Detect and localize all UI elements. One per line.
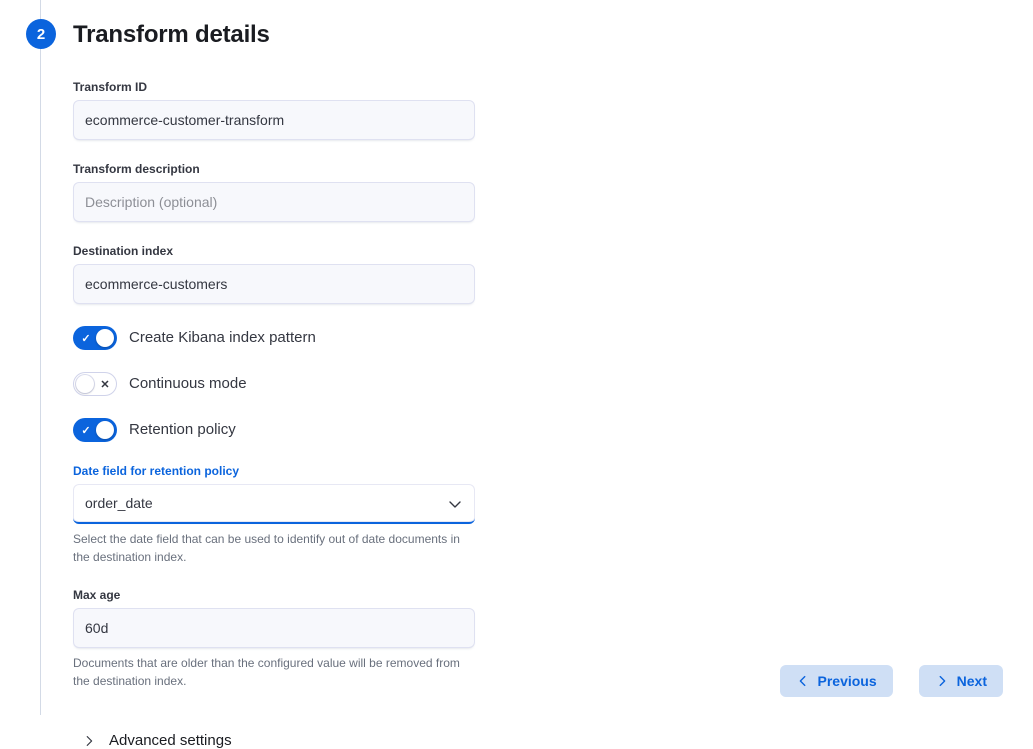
transform-id-input[interactable] (73, 100, 475, 140)
wizard-footer (780, 665, 1004, 697)
arrow-left-icon (796, 674, 810, 688)
retention-date-field-select-wrap[interactable] (73, 484, 475, 524)
transform-details-form (73, 78, 475, 749)
destination-index-label: Destination index (73, 244, 174, 258)
continuous-mode-row[interactable] (73, 372, 475, 396)
page-title: Transform details (73, 21, 270, 48)
destination-index-field (73, 242, 475, 304)
transform-id-label: Transform ID (73, 80, 148, 94)
max-age-help: Documents that are older than the configured value will be removed from the destination index. (73, 656, 460, 688)
retention-date-field-label: Date field for retention policy (73, 464, 240, 478)
advanced-settings-label: Advanced settings (109, 732, 232, 749)
transform-description-field (73, 160, 475, 222)
toggle-knob (96, 421, 114, 439)
rail-divider (40, 0, 41, 715)
continuous-mode-toggle[interactable] (73, 372, 117, 396)
chevron-right-icon (81, 733, 97, 749)
previous-button[interactable] (780, 665, 893, 697)
arrow-right-icon (935, 674, 949, 688)
create-kibana-index-pattern-label: Create Kibana index pattern (129, 329, 316, 346)
transform-description-label: Transform description (73, 162, 200, 176)
transform-id-field (73, 78, 475, 140)
retention-date-field-help: Select the date field that can be used to identify out of date documents in the destination index. (73, 532, 460, 564)
retention-date-field-group (73, 462, 475, 566)
retention-date-field-select[interactable]: order_date (73, 484, 475, 524)
create-kibana-index-pattern-row[interactable] (73, 326, 475, 350)
transform-description-input[interactable] (73, 182, 475, 222)
max-age-input[interactable] (73, 608, 475, 648)
max-age-field (73, 586, 475, 690)
toggle-knob (96, 329, 114, 347)
check-icon: ✓ (81, 332, 91, 345)
previous-button-label: Previous (817, 673, 877, 689)
cross-icon: ✕ (100, 378, 110, 391)
advanced-settings-accordion[interactable] (73, 732, 475, 749)
toggle-knob (76, 375, 94, 393)
max-age-label: Max age (73, 588, 121, 602)
next-button[interactable] (919, 665, 1003, 697)
step-rail (0, 0, 40, 715)
transform-details-content (73, 0, 1003, 749)
continuous-mode-label: Continuous mode (129, 375, 247, 392)
retention-policy-label: Retention policy (129, 421, 236, 438)
destination-index-input[interactable] (73, 264, 475, 304)
next-button-label: Next (956, 673, 987, 689)
step-number-badge: 2 (26, 19, 56, 49)
check-icon: ✓ (81, 424, 91, 437)
create-kibana-index-pattern-toggle[interactable] (73, 326, 117, 350)
retention-policy-row[interactable] (73, 418, 475, 442)
retention-policy-toggle[interactable] (73, 418, 117, 442)
